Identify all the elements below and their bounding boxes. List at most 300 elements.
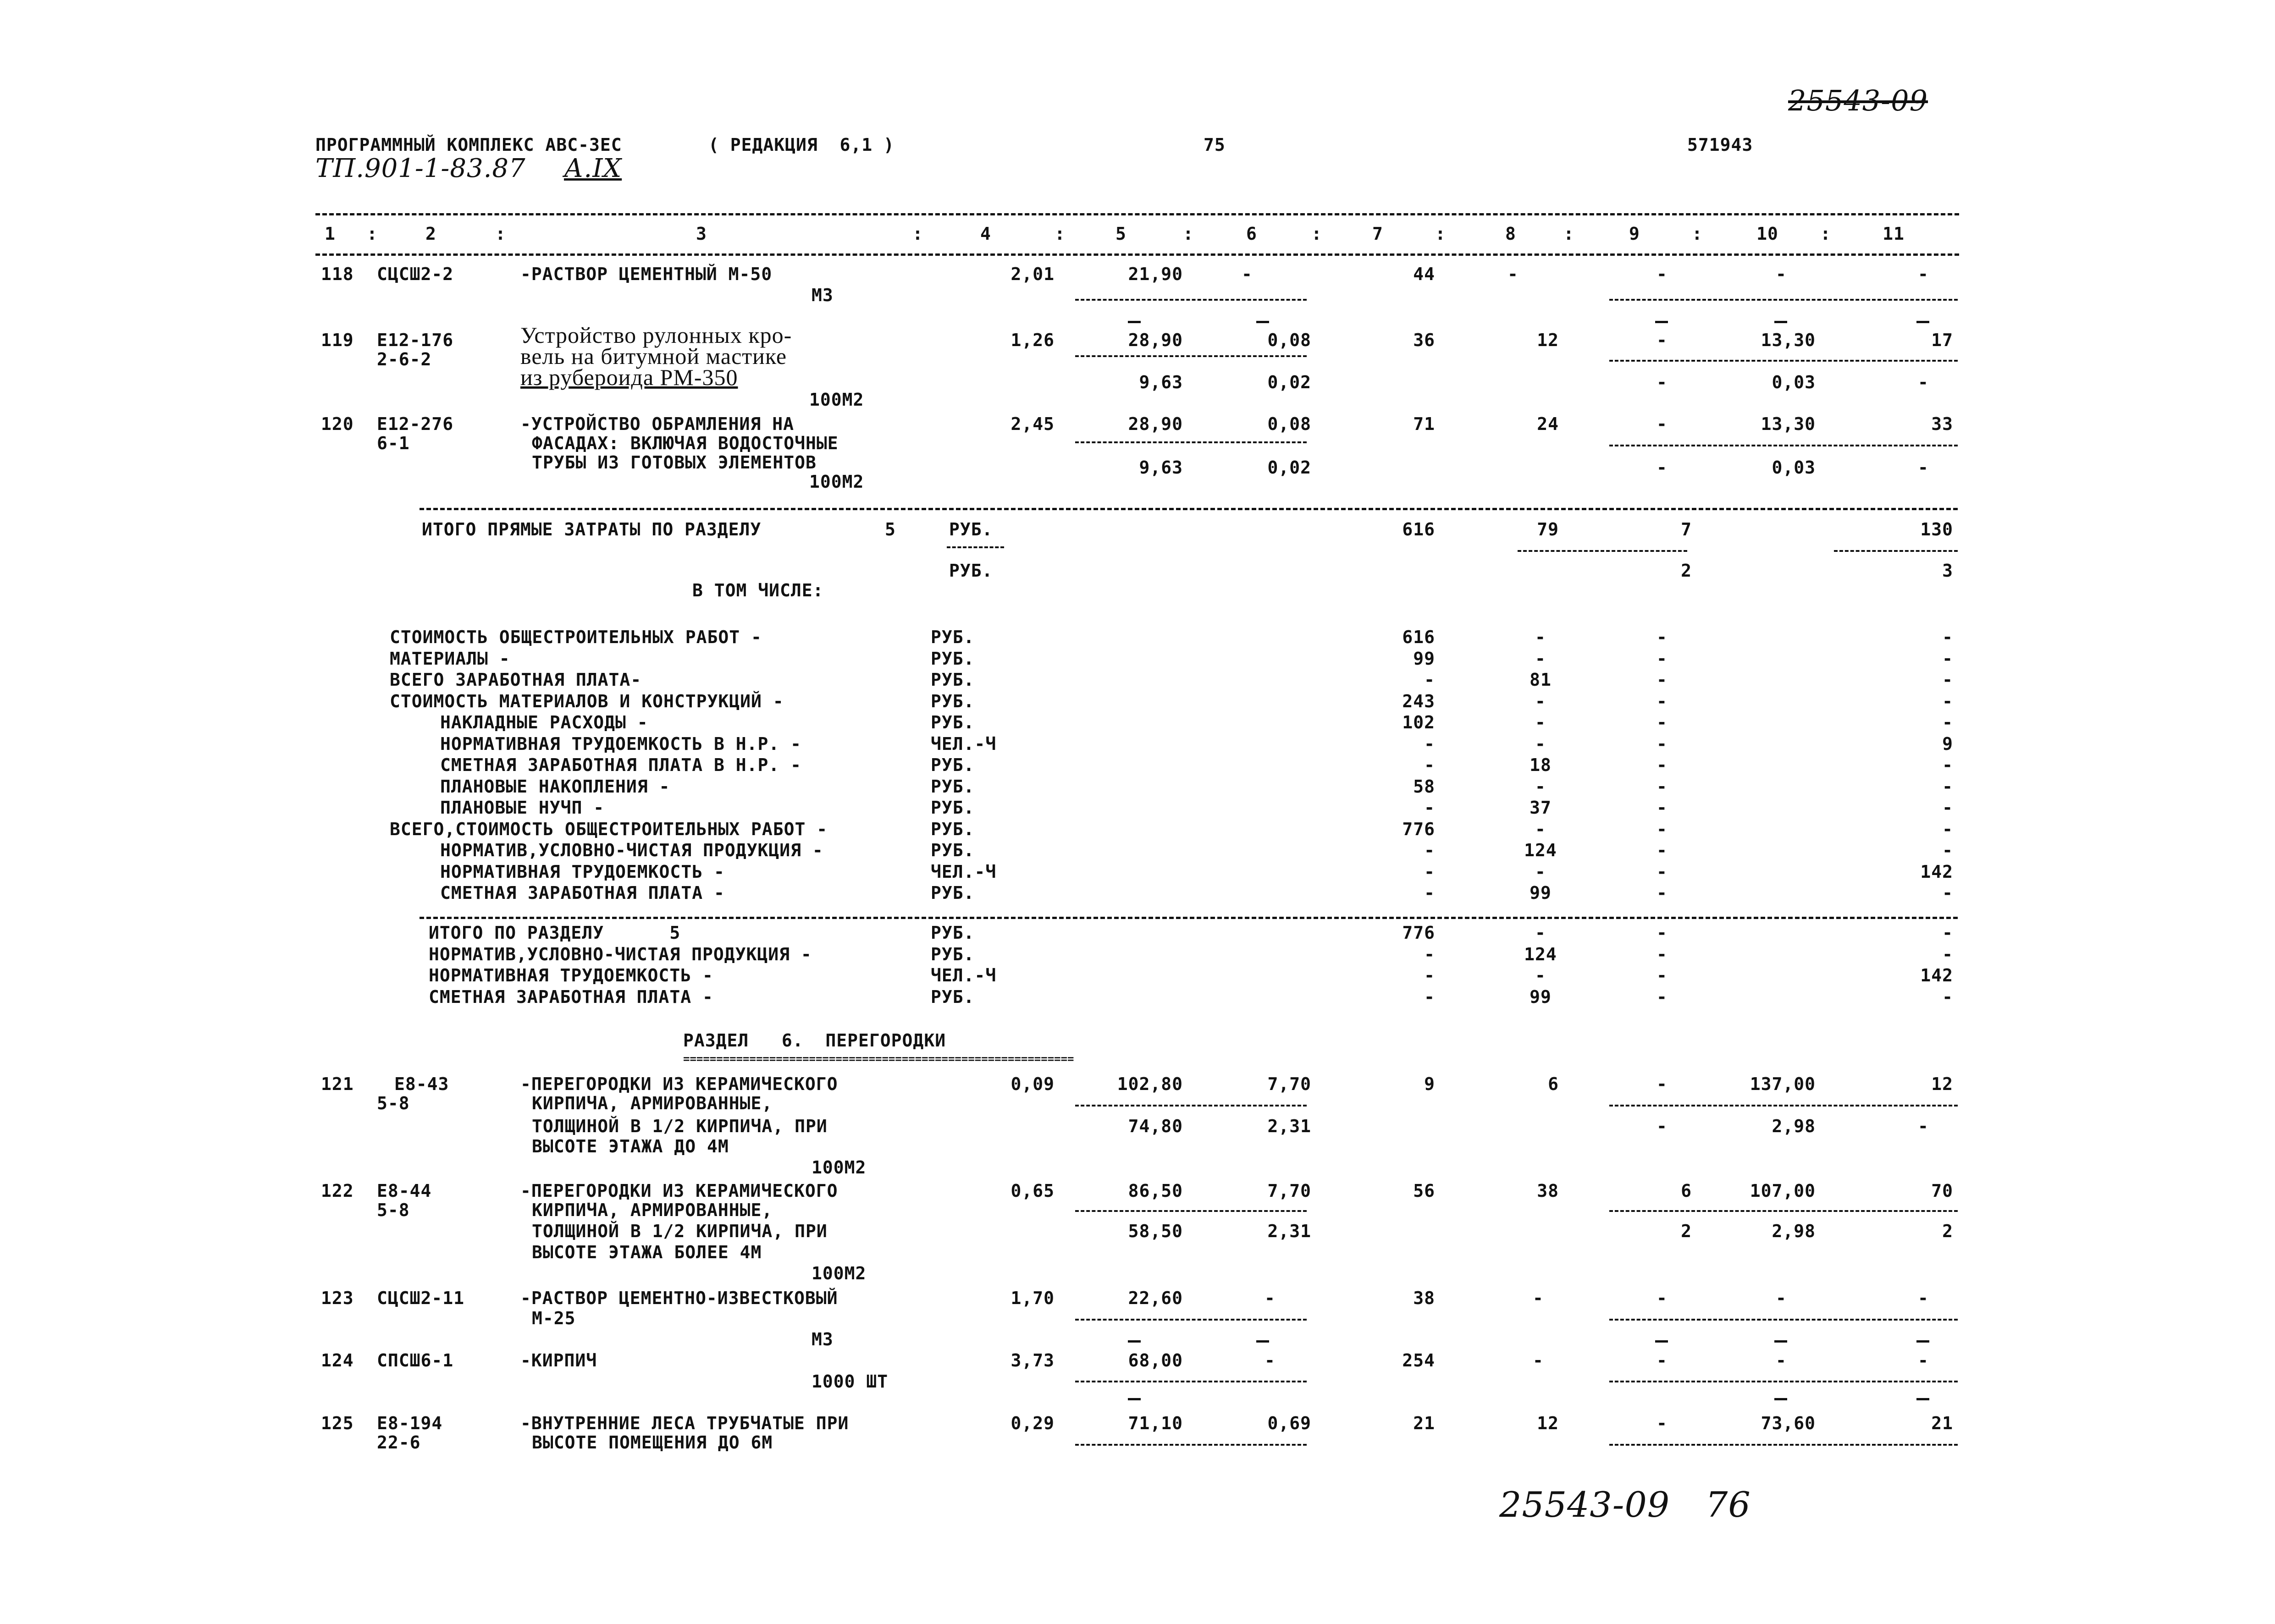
cell-c9: - [1657,923,1668,943]
cell-c9: - [1657,883,1668,903]
col-4: 4 [980,224,991,244]
cell-c7: 38 [1413,1288,1435,1308]
cell-c7: - [1424,840,1435,860]
cell-c10b: 0,03 [1772,372,1816,392]
row-desc: из рубероида РМ-350 [520,364,738,390]
col-sep: : [1055,224,1066,244]
archive-number-handwritten: 25543-09 [1499,1484,1670,1525]
final-label: ИТОГО ПО РАЗДЕЛУ 5 [429,923,681,943]
cell-c11b: - [1918,457,1929,478]
cell-underline [1609,299,1958,301]
cell-c6: 7,70 [1267,1074,1311,1094]
cell-c8: 18 [1530,755,1552,775]
total-section-number: 5 [885,519,896,539]
cell-c7: 56 [1413,1181,1435,1201]
cell-c9b: 2 [1681,1221,1692,1241]
cell-c8: - [1535,819,1546,839]
cell-c4: 3,73 [1010,1350,1055,1371]
cell-c8: - [1535,965,1546,985]
cell-c8: 124 [1524,840,1557,860]
cell-dash [1655,1340,1668,1343]
cell-c11b: 2 [1942,1221,1953,1241]
cell-c7: 776 [1402,923,1435,943]
cell-c9: - [1657,840,1668,860]
col-10: 10 [1756,224,1778,244]
cell-c8: - [1535,627,1546,647]
cell-c8: - [1507,264,1519,284]
cell-c8: - [1535,862,1546,882]
cell-c6: 0,08 [1267,330,1311,350]
row-desc: -КИРПИЧ [520,1350,597,1371]
row-unit: М3 [812,1329,834,1349]
cell-c11: - [1942,627,1953,647]
cell-underline [1834,550,1958,552]
row-code: Е12-176 [377,330,454,350]
cell-underline [947,546,1004,548]
row-desc: КИРПИЧА, АРМИРОВАННЫЕ, [532,1200,773,1220]
col-sep: : [912,224,923,244]
cell-c11: - [1942,883,1953,903]
cell-c4: 0,65 [1010,1181,1055,1201]
archive-number-stamp: 25543-09 [1788,84,1928,117]
cell-c5: 28,90 [1128,414,1183,434]
page-number-handwritten: 76 [1706,1484,1751,1525]
row-unit: 100М2 [809,390,864,410]
final-unit: ЧЕЛ.-Ч [931,965,997,985]
cell-c10: 137,00 [1750,1074,1816,1094]
cell-c4: 2,01 [1010,264,1055,284]
cell-c10: - [1776,1288,1787,1308]
row-code: Е12-276 [377,414,454,434]
final-unit: РУБ. [931,987,975,1007]
cell-c6b: 0,02 [1267,372,1311,392]
cell-c5b: 58,50 [1128,1221,1183,1241]
cell-c11: 142 [1920,965,1953,985]
final-unit: РУБ. [931,944,975,964]
cell-c9: - [1657,670,1668,690]
row-code-2: 5-8 [377,1093,410,1113]
total-unit-2: РУБ. [949,561,993,581]
cell-c7: - [1424,755,1435,775]
summary-label: СМЕТНАЯ ЗАРАБОТНАЯ ПЛАТА - [440,883,725,903]
cell-c7: - [1424,862,1435,882]
row-code: СЦСШ2-2 [377,264,454,284]
cell-c8: - [1535,923,1546,943]
row-desc: -ВНУТРЕННИЕ ЛЕСА ТРУБЧАТЫЕ ПРИ [520,1413,849,1433]
summary-label: НОРМАТИВНАЯ ТРУДОЕМКОСТЬ - [440,862,725,882]
final-label: НОРМАТИВНАЯ ТРУДОЕМКОСТЬ - [429,965,713,985]
cell-c9: 6 [1681,1181,1692,1201]
final-label: НОРМАТИВ,УСЛОВНО-ЧИСТАЯ ПРОДУКЦИЯ - [429,944,812,964]
row-number: 121 [321,1074,354,1094]
cell-c5: 28,90 [1128,330,1183,350]
cell-underline [1075,1210,1307,1212]
cell-underline [1075,1319,1307,1321]
cell-c9: - [1657,862,1668,882]
cell-c11b: - [1918,372,1929,392]
row-code: Е8-44 [377,1181,432,1201]
cell-c7: 99 [1413,649,1435,669]
cell-c7: - [1424,883,1435,903]
cell-c11: - [1942,691,1953,711]
col-sep: : [495,224,506,244]
cell-c11: - [1942,840,1953,860]
cell-c9: - [1657,776,1668,797]
summary-label: ПЛАНОВЫЕ НАКОПЛЕНИЯ - [440,776,670,797]
cell-c9: - [1657,649,1668,669]
row-desc: -ПЕРЕГОРОДКИ ИЗ КЕРАМИЧЕСКОГО [520,1181,838,1201]
cell-c11: - [1942,819,1953,839]
cell-c11: 12 [1931,1074,1953,1094]
cell-c7: 44 [1413,264,1435,284]
cell-c6b: 2,31 [1267,1116,1311,1136]
cell-c8: - [1533,1350,1544,1371]
cell-c8: 24 [1537,414,1559,434]
cell-c8: 124 [1524,944,1557,964]
cell-c11: - [1942,776,1953,797]
cell-c9: - [1657,691,1668,711]
cell-c9: - [1657,798,1668,818]
row-unit: 100М2 [812,1263,867,1283]
cell-c11b: 3 [1942,561,1953,581]
col-5: 5 [1115,224,1126,244]
cell-c7: 616 [1402,519,1435,539]
summary-unit: РУБ. [931,712,975,732]
cell-c5b: 9,63 [1139,457,1183,478]
program-title: ПРОГРАММНЫЙ КОМПЛЕКС АВС-3ЕС [315,135,622,155]
row-desc: ВЫСОТЕ ПОМЕЩЕНИЯ ДО 6М [532,1432,773,1453]
cell-c11: - [1942,798,1953,818]
col-8: 8 [1505,224,1516,244]
cell-c8: - [1535,712,1546,732]
document-code: 571943 [1687,135,1753,155]
row-desc: вель на битумной мастике [520,343,787,369]
row-desc: М-25 [532,1308,576,1328]
row-desc: ВЫСОТЕ ЭТАЖА БОЛЕЕ 4М [532,1242,762,1262]
cell-c11: - [1942,755,1953,775]
row-desc: -РАСТВОР ЦЕМЕНТНО-ИЗВЕСТКОВЫЙ [520,1288,838,1308]
row-unit: 100М2 [809,472,864,492]
cell-c8: 99 [1530,987,1552,1007]
summary-label: НОРМАТИВНАЯ ТРУДОЕМКОСТЬ В Н.Р. - [440,734,801,754]
row-number: 124 [321,1350,354,1371]
row-code-2: 22-6 [377,1432,421,1453]
cell-c7: 102 [1402,712,1435,732]
cell-c9: - [1657,734,1668,754]
cell-c5: 21,90 [1128,264,1183,284]
cell-c8: - [1535,776,1546,797]
summary-unit: РУБ. [931,755,975,775]
cell-c5: 68,00 [1128,1350,1183,1371]
cell-c7: - [1424,987,1435,1007]
row-desc: ТОЛЩИНОЙ В 1/2 КИРПИЧА, ПРИ [532,1116,828,1136]
summary-label: СМЕТНАЯ ЗАРАБОТНАЯ ПЛАТА В Н.Р. - [440,755,801,775]
summary-label: ПЛАНОВЫЕ НУЧП - [440,798,605,818]
cell-c9: - [1657,944,1668,964]
cell-c9: - [1657,755,1668,775]
including-heading: В ТОМ ЧИСЛЕ: [692,580,824,600]
summary-unit: РУБ. [931,798,975,818]
summary-label: НОРМАТИВ,УСЛОВНО-ЧИСТАЯ ПРОДУКЦИЯ - [440,840,823,860]
cell-c9: - [1657,1413,1668,1433]
col-sep: : [1311,224,1322,244]
cell-c8: 81 [1530,670,1552,690]
row-desc: -РАСТВОР ЦЕМЕНТНЫЙ М-50 [520,264,773,284]
cell-c4: 1,26 [1010,330,1055,350]
total-label: ИТОГО ПРЯМЫЕ ЗАТРАТЫ ПО РАЗДЕЛУ [422,519,762,539]
summary-unit: РУБ. [931,819,975,839]
summary-unit: РУБ. [931,627,975,647]
cell-c9: - [1657,414,1668,434]
summary-unit: РУБ. [931,883,975,903]
cell-c10: - [1776,264,1787,284]
cell-c9b: - [1657,457,1668,478]
cell-c10: 13,30 [1761,330,1816,350]
row-unit: М3 [812,285,834,305]
col-9: 9 [1629,224,1640,244]
row-number: 119 [321,330,354,350]
row-desc: -ПЕРЕГОРОДКИ ИЗ КЕРАМИЧЕСКОГО [520,1074,838,1094]
cell-c9: - [1657,712,1668,732]
cell-c8: 79 [1537,519,1559,539]
row-number: 120 [321,414,354,434]
summary-label: ВСЕГО,СТОИМОСТЬ ОБЩЕСТРОИТЕЛЬНЫХ РАБОТ - [390,819,828,839]
cell-dash [1256,321,1269,323]
cell-c11: - [1942,944,1953,964]
cell-c11: 142 [1920,862,1953,882]
col-sep: : [367,224,378,244]
summary-label: СТОИМОСТЬ ОБЩЕСТРОИТЕЛЬНЫХ РАБОТ - [390,627,762,647]
cell-c7: 243 [1402,691,1435,711]
row-code-2: 5-8 [377,1200,410,1220]
cell-c11b: - [1918,1116,1929,1136]
cell-c6: - [1265,1350,1276,1371]
cell-c7: 254 [1402,1350,1435,1371]
col-sep: : [1435,224,1446,244]
cell-c11: - [1942,987,1953,1007]
row-code: Е8-194 [377,1413,443,1433]
row-number: 122 [321,1181,354,1201]
row-desc: ТРУБЫ ИЗ ГОТОВЫХ ЭЛЕМЕНТОВ [532,452,817,473]
total-unit: РУБ. [949,519,993,539]
row-code: СПСШ6-1 [377,1350,454,1371]
cell-c8: 12 [1537,1413,1559,1433]
cell-c11: 17 [1931,330,1953,350]
col-3: 3 [696,224,707,244]
cell-c11: 33 [1931,414,1953,434]
cell-c11: 21 [1931,1413,1953,1433]
cell-c10b: 2,98 [1772,1116,1816,1136]
cell-c10b: 2,98 [1772,1221,1816,1241]
cell-c5b: 9,63 [1139,372,1183,392]
cell-underline [1609,360,1958,362]
cell-underline [1075,441,1307,443]
cell-underline [1075,1105,1307,1107]
summary-unit: РУБ. [931,649,975,669]
row-code-2: 6-1 [377,433,410,453]
final-unit: РУБ. [931,923,975,943]
cell-underline [1075,1444,1307,1446]
final-label: СМЕТНАЯ ЗАРАБОТНАЯ ПЛАТА - [429,987,713,1007]
cell-underline [1075,299,1307,301]
cell-c5: 86,50 [1128,1181,1183,1201]
cell-c9: - [1657,987,1668,1007]
cell-c9: - [1657,627,1668,647]
row-code: Е8-43 [394,1074,449,1094]
cell-c6: 7,70 [1267,1181,1311,1201]
cell-c7: 776 [1402,819,1435,839]
section-rule [420,917,1958,919]
cell-underline [1609,1105,1958,1107]
cell-c8: - [1533,1288,1544,1308]
cell-c9: - [1657,264,1668,284]
cell-dash [1916,1398,1929,1400]
row-code: СЦСШ2-11 [377,1288,465,1308]
cell-dash [1128,1340,1141,1343]
cell-c8: - [1535,734,1546,754]
cell-c11: - [1942,712,1953,732]
cell-c9: - [1657,1074,1668,1094]
cell-c9b: - [1657,1116,1668,1136]
cell-c7: - [1424,965,1435,985]
cell-c7: 21 [1413,1413,1435,1433]
cell-c7: 9 [1424,1074,1435,1094]
col-sep: : [1820,224,1831,244]
cell-dash [1774,321,1787,323]
cell-c8: 99 [1530,883,1552,903]
cell-c6b: 0,02 [1267,457,1311,478]
row-desc: ФАСАДАХ: ВКЛЮЧАЯ ВОДОСТОЧНЫЕ [532,433,839,453]
cell-c11: - [1942,670,1953,690]
cell-c7: 36 [1413,330,1435,350]
cell-c7: 58 [1413,776,1435,797]
cell-c9: - [1657,1350,1668,1371]
cell-c10: 73,60 [1761,1413,1816,1433]
cell-c11: 70 [1931,1181,1953,1201]
cell-c6b: 2,31 [1267,1221,1311,1241]
summary-label: НАКЛАДНЫЕ РАСХОДЫ - [440,712,648,732]
cell-c9: - [1657,819,1668,839]
cell-c8: 12 [1537,330,1559,350]
cell-underline [1075,1381,1307,1382]
cell-c9: - [1657,965,1668,985]
cell-underline [1075,355,1307,357]
header-rule-top [315,213,1959,215]
row-desc: Устройство рулонных кро- [520,322,792,348]
cell-c10b: 0,03 [1772,457,1816,478]
cell-c6: - [1265,1288,1276,1308]
cell-c7: - [1424,798,1435,818]
cell-dash [1128,1398,1141,1400]
cell-underline [1609,1381,1958,1382]
cell-c6: 0,08 [1267,414,1311,434]
cell-underline [1518,550,1687,552]
row-desc: -УСТРОЙСТВО ОБРАМЛЕНИЯ НА [520,414,794,434]
cell-c9: - [1657,1288,1668,1308]
row-desc: КИРПИЧА, АРМИРОВАННЫЕ, [532,1093,773,1113]
cell-c9: 7 [1681,519,1692,539]
cell-c6: - [1242,264,1253,284]
cell-c11: - [1918,264,1929,284]
cell-c8: 37 [1530,798,1552,818]
cell-c7: - [1424,734,1435,754]
summary-unit: РУБ. [931,840,975,860]
cell-c7: 616 [1402,627,1435,647]
cell-dash [1774,1340,1787,1343]
cell-c11: - [1918,1288,1929,1308]
col-sep: : [1183,224,1194,244]
cell-c5b: 74,80 [1128,1116,1183,1136]
cell-dash [1774,1398,1787,1400]
cell-c11: - [1942,649,1953,669]
cell-underline [1609,1444,1958,1446]
page-number: 75 [1204,135,1226,155]
cell-c8: - [1535,649,1546,669]
cell-dash [1128,321,1141,323]
cell-c8: - [1535,691,1546,711]
col-6: 6 [1246,224,1257,244]
cell-c4: 0,09 [1010,1074,1055,1094]
cell-underline [1609,1319,1958,1321]
album-number: А.IX [564,154,622,183]
cell-dash [1655,321,1668,323]
row-number: 118 [321,264,354,284]
cell-c9: - [1657,330,1668,350]
summary-unit: РУБ. [931,691,975,711]
cell-c8: 6 [1548,1074,1559,1094]
cell-c7: - [1424,944,1435,964]
cell-c4: 0,29 [1010,1413,1055,1433]
summary-unit: РУБ. [931,670,975,690]
cell-c7: 71 [1413,414,1435,434]
row-desc: ТОЛЩИНОЙ В 1/2 КИРПИЧА, ПРИ [532,1221,828,1241]
cell-c11: 9 [1942,734,1953,754]
cell-c11: - [1942,923,1953,943]
cell-c5: 22,60 [1128,1288,1183,1308]
cell-c10: - [1776,1350,1787,1371]
summary-unit: ЧЕЛ.-Ч [931,734,997,754]
project-number: ТП.901-1-83.87 [315,154,526,183]
col-2: 2 [425,224,436,244]
cell-underline [1609,445,1958,446]
col-sep: : [1563,224,1574,244]
col-sep: : [1692,224,1703,244]
section-rule [420,508,1958,510]
edition: ( РЕДАКЦИЯ 6,1 ) [708,135,895,155]
cell-dash [1916,1340,1929,1343]
section-heading-rule: =========================================================== [683,1052,1074,1065]
cell-dash [1916,321,1929,323]
cell-underline [1609,1210,1958,1212]
row-unit: 100М2 [812,1157,867,1178]
row-number: 123 [321,1288,354,1308]
cell-c9b: 2 [1681,561,1692,581]
cell-c9b: - [1657,372,1668,392]
cell-c10: 13,30 [1761,414,1816,434]
cell-c7: - [1424,670,1435,690]
summary-unit: ЧЕЛ.-Ч [931,862,997,882]
cell-c4: 2,45 [1010,414,1055,434]
cell-c5: 102,80 [1117,1074,1183,1094]
section-heading: РАЗДЕЛ 6. ПЕРЕГОРОДКИ [683,1030,946,1051]
summary-label: ВСЕГО ЗАРАБОТНАЯ ПЛАТА- [390,670,642,690]
summary-label: СТОИМОСТЬ МАТЕРИАЛОВ И КОНСТРУКЦИЙ - [390,691,784,711]
row-unit: 1000 ШТ [812,1371,889,1392]
row-number: 125 [321,1413,354,1433]
cell-c6: 0,69 [1267,1413,1311,1433]
cell-dash [1256,1340,1269,1343]
cell-c4: 1,70 [1010,1288,1055,1308]
